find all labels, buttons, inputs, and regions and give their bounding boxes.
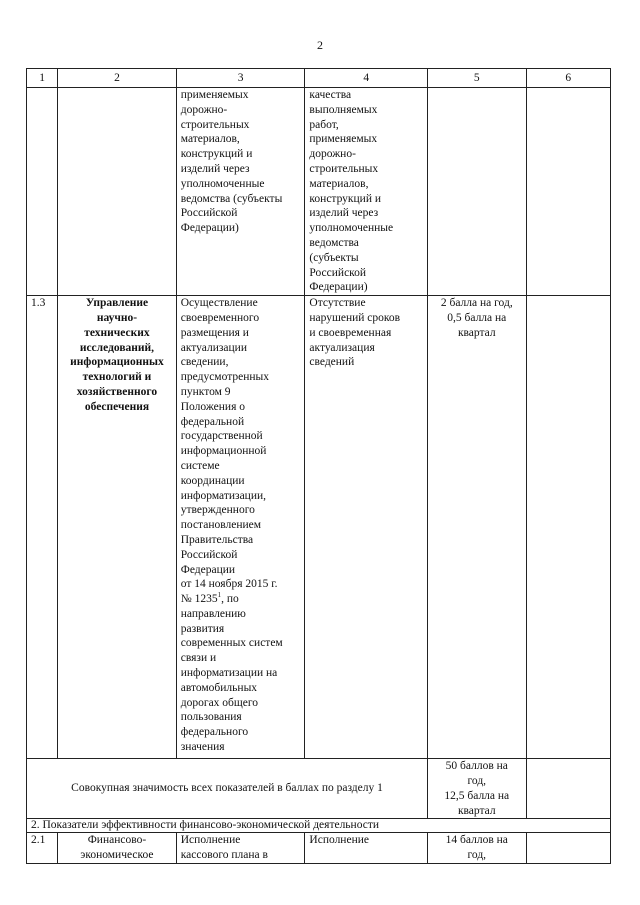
text-line: технологий и bbox=[82, 371, 152, 384]
text-line: Исполнение bbox=[180, 834, 241, 847]
text-line: федеральной bbox=[180, 415, 245, 428]
row-2-1-criterion bbox=[305, 833, 428, 864]
text-line: 12,5 балла на bbox=[444, 789, 510, 802]
text-line: Федерации) bbox=[180, 222, 239, 235]
text-line: 50 баллов на bbox=[445, 760, 508, 773]
text-line: выполняемых bbox=[309, 103, 378, 116]
text-line: сведений bbox=[309, 356, 355, 369]
text-line: Положения о bbox=[180, 400, 245, 413]
table-row-continued bbox=[27, 88, 611, 296]
text-line: информатизации на bbox=[180, 667, 278, 680]
text-line: своевременного bbox=[180, 311, 260, 324]
text-line: системе bbox=[180, 459, 220, 472]
text-line: пунктом 9 bbox=[180, 385, 231, 398]
text-line: материалов, bbox=[180, 133, 240, 146]
row-2-1-department bbox=[58, 833, 177, 864]
text-line: строительных bbox=[309, 162, 379, 175]
text-line: дорожно- bbox=[309, 148, 356, 161]
text-line: направлению bbox=[180, 607, 246, 620]
header-cell-3: 3 bbox=[176, 69, 305, 88]
header-row bbox=[27, 69, 611, 88]
row-2-1-score bbox=[428, 833, 527, 864]
text-line: пользования bbox=[180, 711, 242, 724]
text-line: актуализации bbox=[180, 341, 247, 354]
cont-col6 bbox=[526, 88, 610, 296]
text-line: Правительства bbox=[180, 533, 254, 546]
text-line: координации bbox=[180, 474, 245, 487]
text-line: Управление bbox=[85, 297, 149, 310]
text-line: Финансово- bbox=[87, 834, 147, 847]
total-label: Совокупная значимость всех показателей в баллах по разделу 1 bbox=[27, 759, 428, 819]
section-2-row bbox=[27, 819, 611, 833]
cont-col4 bbox=[305, 88, 428, 296]
text-line: Российской bbox=[180, 548, 238, 561]
row-1-3-col6 bbox=[526, 296, 610, 759]
text-line: работ, bbox=[309, 118, 339, 131]
row-1-3-decree-number bbox=[181, 592, 301, 607]
text-line: применяемых bbox=[180, 89, 249, 101]
text-line: государственной bbox=[180, 430, 263, 443]
text-line: актуализация bbox=[309, 341, 375, 354]
decree-number-tail: , по bbox=[221, 593, 239, 606]
text-line: конструкций и bbox=[309, 192, 382, 205]
cont-col2 bbox=[58, 88, 177, 296]
text-line: 0,5 балла на bbox=[447, 311, 507, 324]
text-line: размещения и bbox=[180, 326, 249, 339]
text-line: значения bbox=[180, 741, 225, 754]
text-line: предусмотренных bbox=[180, 371, 269, 384]
text-line: Осуществление bbox=[180, 297, 258, 310]
text-line: от 14 ноября 2015 г. bbox=[180, 578, 278, 591]
text-line: Российской bbox=[180, 207, 238, 220]
text-line: 2 балла на год, bbox=[440, 297, 513, 310]
text-line: сведении, bbox=[180, 356, 229, 369]
text-line: Российской bbox=[309, 266, 367, 279]
text-line: изделий через bbox=[180, 162, 250, 175]
text-line: квартал bbox=[457, 326, 496, 339]
row-1-3-description-part-b bbox=[181, 607, 301, 755]
table-row-2-1 bbox=[27, 833, 611, 864]
row-2-1-description bbox=[176, 833, 305, 864]
row-1-3-description-part-a bbox=[181, 296, 301, 592]
row-1-3-description bbox=[176, 296, 305, 759]
table-row-1-3 bbox=[27, 296, 611, 759]
header-cell-6: 6 bbox=[526, 69, 610, 88]
text-line: исследований, bbox=[79, 341, 155, 354]
text-line: информатизации, bbox=[180, 489, 267, 502]
text-line: и своевременная bbox=[309, 326, 392, 339]
total-value bbox=[428, 759, 527, 819]
text-line: Исполнение bbox=[309, 834, 369, 847]
text-line: развития bbox=[180, 622, 225, 635]
text-line: материалов, bbox=[309, 177, 369, 190]
cont-col5 bbox=[428, 88, 527, 296]
row-1-3-score bbox=[428, 296, 527, 759]
text-line: ведомства (субъекты bbox=[180, 192, 283, 205]
row-2-1-col6 bbox=[526, 833, 610, 864]
text-line: связи и bbox=[180, 652, 217, 665]
section-2-title: 2. Показатели эффективности финансово-экономической деятельности bbox=[27, 819, 611, 833]
text-line: уполномоченные bbox=[180, 177, 265, 190]
text-line: современных систем bbox=[180, 637, 283, 650]
text-line: применяемых bbox=[309, 133, 378, 146]
text-line: качества bbox=[309, 89, 352, 101]
row-1-3-department bbox=[58, 296, 177, 759]
indicators-table bbox=[26, 68, 611, 864]
row-1-3-number: 1.3 bbox=[27, 296, 58, 759]
text-line: информационных bbox=[70, 356, 164, 369]
text-line: технических bbox=[84, 326, 150, 339]
text-line: дорогах общего bbox=[180, 696, 259, 709]
text-line: Федерации) bbox=[309, 281, 368, 294]
text-line: строительных bbox=[180, 118, 250, 131]
header-cell-5: 5 bbox=[428, 69, 527, 88]
text-line: год, bbox=[467, 849, 487, 862]
text-line: научно- bbox=[96, 311, 138, 324]
text-line: дорожно- bbox=[180, 103, 228, 116]
text-line: квартал bbox=[457, 804, 496, 817]
text-line: федерального bbox=[180, 726, 249, 739]
text-line: уполномоченные bbox=[309, 222, 394, 235]
text-line: информационной bbox=[180, 445, 267, 458]
row-1-3-criterion bbox=[305, 296, 428, 759]
header-cell-4: 4 bbox=[305, 69, 428, 88]
text-line: утвержденного bbox=[180, 504, 255, 517]
header-cell-2: 2 bbox=[58, 69, 177, 88]
text-line: кассового плана в bbox=[180, 849, 268, 862]
text-line: Федерации bbox=[180, 563, 236, 576]
cont-col3 bbox=[176, 88, 305, 296]
row-2-1-number: 2.1 bbox=[27, 833, 58, 864]
cont-col1 bbox=[27, 88, 58, 296]
text-line: ведомства bbox=[309, 236, 359, 249]
total-col6 bbox=[526, 759, 610, 819]
text-line: Отсутствие bbox=[309, 297, 366, 310]
text-line: постановлением bbox=[180, 519, 262, 532]
text-line: изделий через bbox=[309, 207, 379, 220]
text-line: экономическое bbox=[80, 849, 154, 862]
footnote-mark: 1 bbox=[217, 591, 222, 600]
text-line: обеспечения bbox=[84, 400, 150, 413]
text-line: автомобильных bbox=[180, 681, 258, 694]
page-number: 2 bbox=[317, 38, 323, 52]
text-line: 14 баллов на bbox=[445, 834, 508, 847]
text-line: конструкций и bbox=[180, 148, 253, 161]
text-line: хозяйственного bbox=[76, 385, 158, 398]
text-line: (субъекты bbox=[309, 251, 359, 264]
text-line: год, bbox=[467, 774, 487, 787]
total-row bbox=[27, 759, 611, 819]
header-cell-1: 1 bbox=[27, 69, 58, 88]
decree-number-text: № 1235 bbox=[180, 593, 218, 606]
text-line: нарушений сроков bbox=[309, 311, 401, 324]
